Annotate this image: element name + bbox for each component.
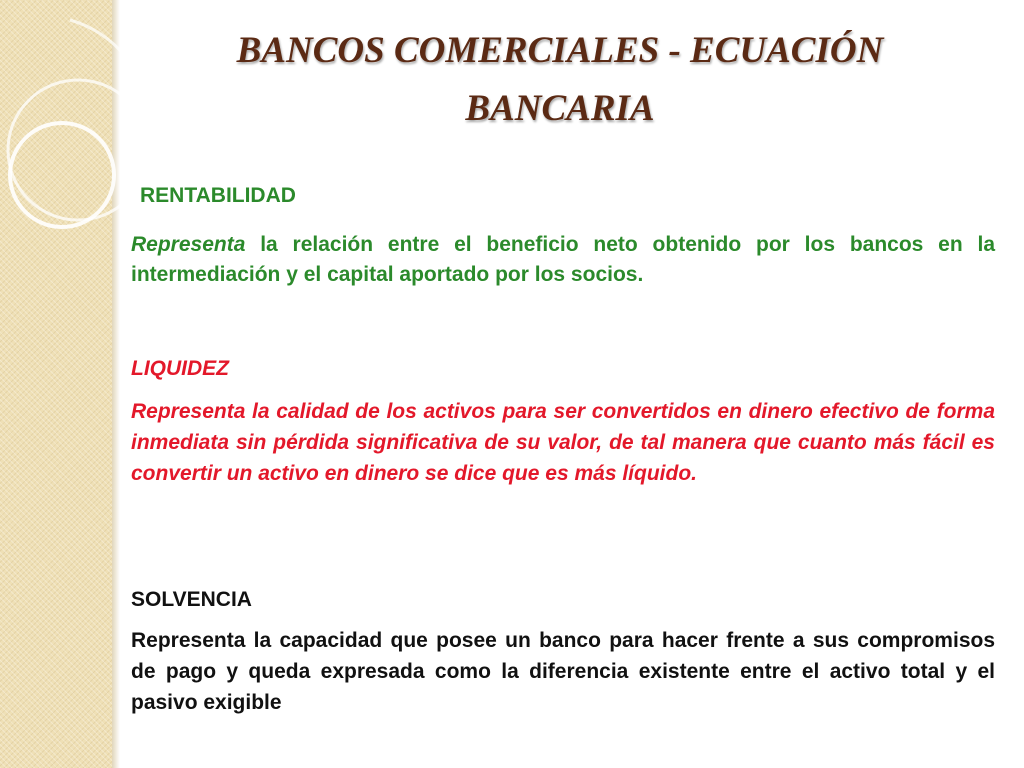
section-body: Representa la calidad de los activos para ser convertidos en dinero efectivo de forma inmediata sin pérdida significativa de su valor, de tal manera que cuanto más fácil es convertir un activo en dinero se dice que es más líquido. bbox=[131, 400, 995, 485]
section-solvencia bbox=[131, 584, 995, 718]
lead-word: Representa bbox=[131, 233, 246, 256]
section-body: Representa la capacidad que posee un banco para hacer frente a sus compromisos de pago y queda expresada como la diferencia existente entre el activo total y el pasivo exigible bbox=[131, 629, 995, 714]
section-heading: SOLVENCIA bbox=[131, 588, 252, 611]
section-liquidez bbox=[131, 353, 995, 489]
section-heading: LIQUIDEZ bbox=[131, 357, 229, 380]
section-heading: RENTABILIDAD bbox=[140, 184, 296, 207]
section-body bbox=[131, 230, 995, 290]
page-title: BANCOS COMERCIALES - ECUACIÓN BANCARIA bbox=[236, 30, 884, 129]
section-rentabilidad bbox=[131, 180, 995, 290]
body-text: la relación entre el beneficio neto obtenido por los bancos en la intermediación y el capital aportado por los socios. bbox=[131, 233, 995, 286]
